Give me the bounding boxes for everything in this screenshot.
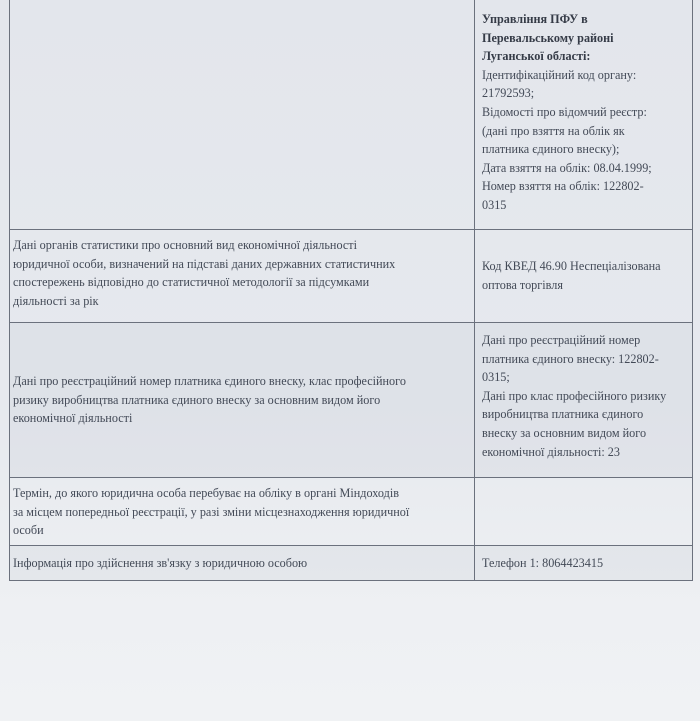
label-line: Інформація про здійснення зв'язку з юридичною особою: [13, 555, 308, 570]
label-line: особи: [13, 523, 44, 538]
row-2-value-cell: [475, 230, 693, 323]
row-5-value-cell: [475, 546, 693, 581]
row-3-label-cell: [10, 323, 475, 478]
label-line: за місцем попередньої реєстрації, у разі зміни місцезнаходження юридичної: [13, 504, 410, 519]
table-row: [10, 323, 693, 478]
table-row: [10, 230, 693, 323]
row-2-label-cell: [10, 230, 475, 323]
row-1-value-cell: [475, 0, 693, 230]
phone-value: Телефон 1: 8064423415: [482, 555, 604, 570]
value-line: 21792593;: [482, 86, 535, 101]
value-line: внеску за основним видом його: [482, 425, 647, 440]
label-line: ризику виробництва платника єдиного внеску за основним видом його: [13, 392, 381, 407]
value-line: Відомості про відомчий реєстр:: [482, 104, 647, 119]
value-line: (дані про взяття на облік як: [482, 123, 625, 138]
row-4-label-cell: [10, 478, 475, 546]
table-row: [10, 0, 693, 230]
value-line: Дані про реєстраційний номер: [482, 333, 641, 347]
row-1-label-cell: [10, 0, 475, 230]
row-4-value-cell: [475, 478, 693, 546]
label-line: Термін, до якого юридична особа перебуває на обліку в органі Міндоходів: [13, 486, 399, 500]
value-line: економічної діяльності: 23: [482, 444, 620, 459]
label-line: економічної діяльності: [13, 411, 133, 426]
value-line: виробництва платника єдиного: [482, 407, 644, 422]
value-line: платника єдиного внеску: 122802-: [482, 351, 659, 366]
row-5-label-cell: [10, 546, 475, 581]
value-line: Номер взяття на облік: 122802-: [482, 179, 644, 194]
table-row: [10, 546, 693, 581]
value-line: 0315: [482, 197, 507, 212]
table-row: [10, 478, 693, 546]
value-line: платника єдиного внеску);: [482, 142, 620, 157]
value-line: Дані про клас професійного ризику: [482, 388, 667, 403]
label-line: юридичної особи, визначений на підставі даних державних статистичних: [13, 256, 396, 271]
agency-name-line: Перевальському районі: [482, 30, 614, 45]
label-line: Дані органів статистики про основний вид економічної діяльності: [13, 238, 357, 252]
label-line: Дані про реєстраційний номер платника єдиного внеску, клас професійного: [13, 374, 406, 389]
value-line: оптова торгівля: [482, 278, 563, 292]
value-line: Ідентифікаційний код органу:: [482, 67, 637, 82]
row-3-value-cell: [475, 323, 693, 478]
agency-name-line: Управління ПФУ в: [482, 12, 588, 26]
value-line: Код КВЕД 46.90 Неспеціалізована: [482, 259, 661, 274]
label-line: діяльності за рік: [13, 293, 99, 308]
agency-name-line: Луганської області:: [482, 49, 591, 64]
registry-extract-table: [9, 0, 693, 581]
label-line: спостережень відповідно до статистичної методології за підсумками: [13, 275, 370, 290]
value-line: 0315;: [482, 370, 510, 385]
value-line: Дата взяття на облік: 08.04.1999;: [482, 160, 652, 175]
